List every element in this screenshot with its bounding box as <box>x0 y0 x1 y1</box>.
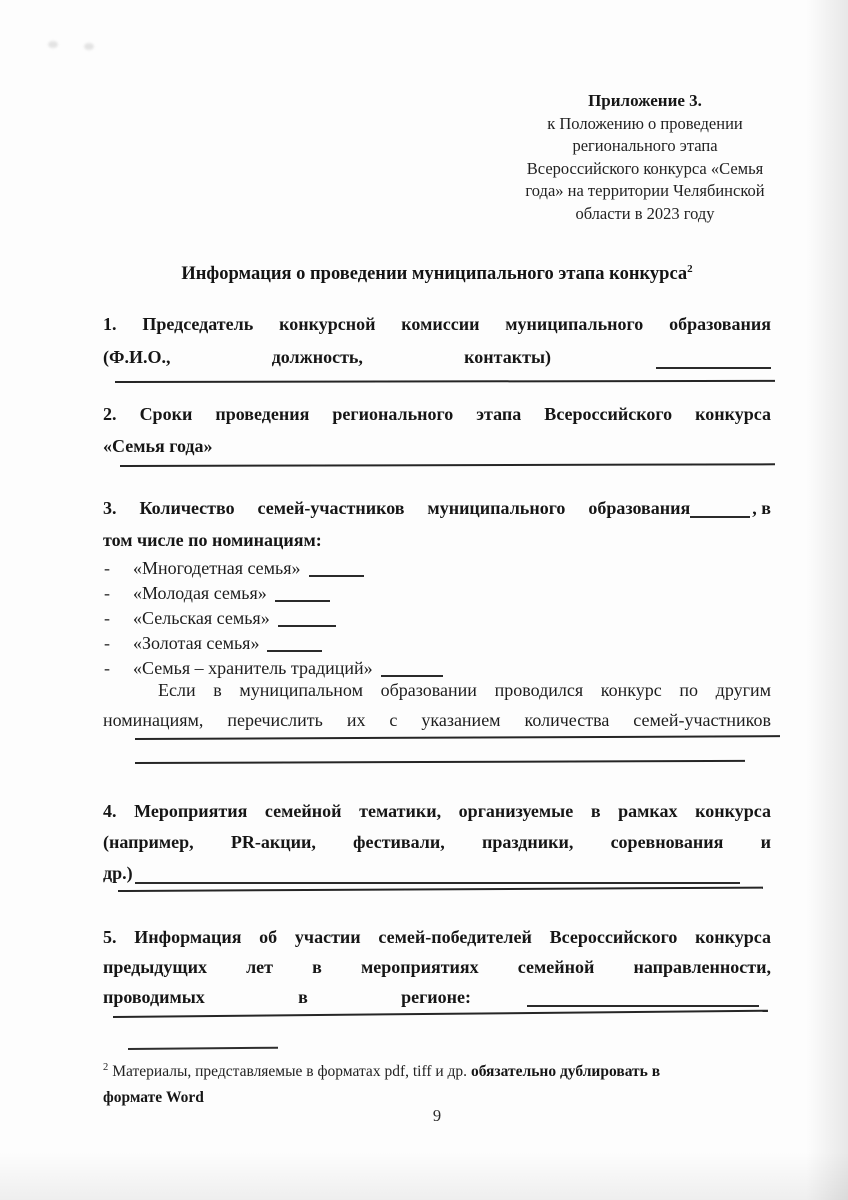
item1-line1: 1. Председатель конкурсной комиссии муниципального образования <box>103 314 771 335</box>
item5-line3-text: проводимых в регионе: <box>103 987 471 1008</box>
nominations-list <box>103 556 771 681</box>
scan-shadow-right <box>806 0 848 1200</box>
item2-line2: «Семья года» <box>103 436 213 457</box>
header-line: года» на территории Челябинской <box>525 181 765 200</box>
write-in-rule-1 <box>115 380 775 383</box>
fill-blank-nomination <box>309 575 364 577</box>
item-3 <box>103 492 771 556</box>
scan-speck <box>84 43 94 50</box>
page-number: 9 <box>432 1106 442 1126</box>
write-in-rule-2 <box>120 463 775 467</box>
dash-marker: - <box>104 633 110 654</box>
item4-line3-prefix: др.) <box>103 863 133 884</box>
footnote-text <box>103 1055 771 1085</box>
footnote-text-regular: Материалы, представляемые в форматах pdf, tiff и др. <box>112 1063 468 1081</box>
fill-blank-nomination <box>278 625 336 627</box>
fill-blank-item3-count <box>690 516 750 518</box>
header-line: регионального этапа <box>572 136 718 155</box>
nomination-label: «Семья – хранитель традиций» <box>133 658 373 679</box>
item3-line1-text: 3. Количество семей-участников муниципального образования <box>103 498 691 519</box>
header-line: области в 2023 году <box>575 203 715 223</box>
item-4 <box>103 796 771 889</box>
appendix-title: Приложение 3. <box>588 91 702 110</box>
nomination-row <box>103 631 771 656</box>
note-line1: Если в муниципальном образовании проводился конкурс по другим <box>158 680 771 701</box>
item4-line2: (например, PR-акции, фестивали, праздники, соревнования и <box>103 832 771 853</box>
dash-marker: - <box>104 658 110 679</box>
scan-speck <box>48 41 58 48</box>
nomination-label: «Золотая семья» <box>133 633 260 654</box>
item4-line1: 4. Мероприятия семейной тематики, организуемые в рамках конкурса <box>103 801 771 822</box>
item1-line2-text: (Ф.И.О., должность, контакты) <box>103 347 551 368</box>
item5-line1: 5. Информация об участии семей-победителей Всероссийского конкурса <box>103 927 771 948</box>
fill-blank-item1 <box>656 367 771 369</box>
scan-shadow-bottom <box>0 1152 848 1200</box>
fill-blank-item4 <box>135 882 740 884</box>
write-in-rule-4 <box>135 760 745 764</box>
item-5 <box>103 922 771 1012</box>
item5-line3 <box>103 982 771 1012</box>
note-line2: номинациям, перечислить их с указанием количества семей-участников <box>103 710 771 731</box>
footnote-text-bold: обязательно дублировать в <box>470 1063 661 1081</box>
nomination-row <box>103 581 771 606</box>
page-title-text: Информация о проведении муниципального этапа конкурса <box>181 264 688 285</box>
item-2 <box>103 398 771 462</box>
header-line: к Положению о проведении <box>547 113 743 133</box>
footnote-text-bold-line2: формате Word <box>103 1089 204 1107</box>
nomination-row <box>103 606 771 631</box>
fill-blank-nomination <box>267 650 322 652</box>
item1-line2 <box>103 341 771 374</box>
dash-marker: - <box>104 608 110 629</box>
item3-note-paragraph <box>103 675 771 735</box>
item2-line1: 2. Сроки проведения регионального этапа Всероссийского конкурса <box>103 404 771 425</box>
nomination-label: «Многодетная семья» <box>133 558 301 579</box>
nomination-row <box>103 556 771 581</box>
footnote-ref: 2 <box>103 1062 109 1074</box>
footnote <box>103 1055 771 1111</box>
fill-blank-nomination <box>275 600 330 602</box>
item5-line2: предыдущих лет в мероприятиях семейной направленности, <box>103 957 771 978</box>
footnote-divider <box>128 1047 278 1050</box>
dash-marker: - <box>104 583 110 604</box>
write-in-rule-3 <box>135 735 780 740</box>
dash-marker: - <box>104 558 110 579</box>
item4-line3 <box>103 858 771 889</box>
item-1 <box>103 308 771 374</box>
nomination-label: «Молодая семья» <box>133 583 267 604</box>
nomination-label: «Сельская семья» <box>133 608 270 629</box>
document-body <box>103 0 771 1127</box>
item3-line1-suffix: , в <box>752 498 771 519</box>
item3-line1 <box>103 492 771 524</box>
header-line: Всероссийского конкурса «Семья <box>526 158 764 178</box>
fill-blank-item5 <box>527 1005 759 1007</box>
page-title <box>103 256 771 288</box>
item3-line2: том числе по номинациям: <box>103 530 322 551</box>
title-footnote-ref: 2 <box>687 263 693 275</box>
